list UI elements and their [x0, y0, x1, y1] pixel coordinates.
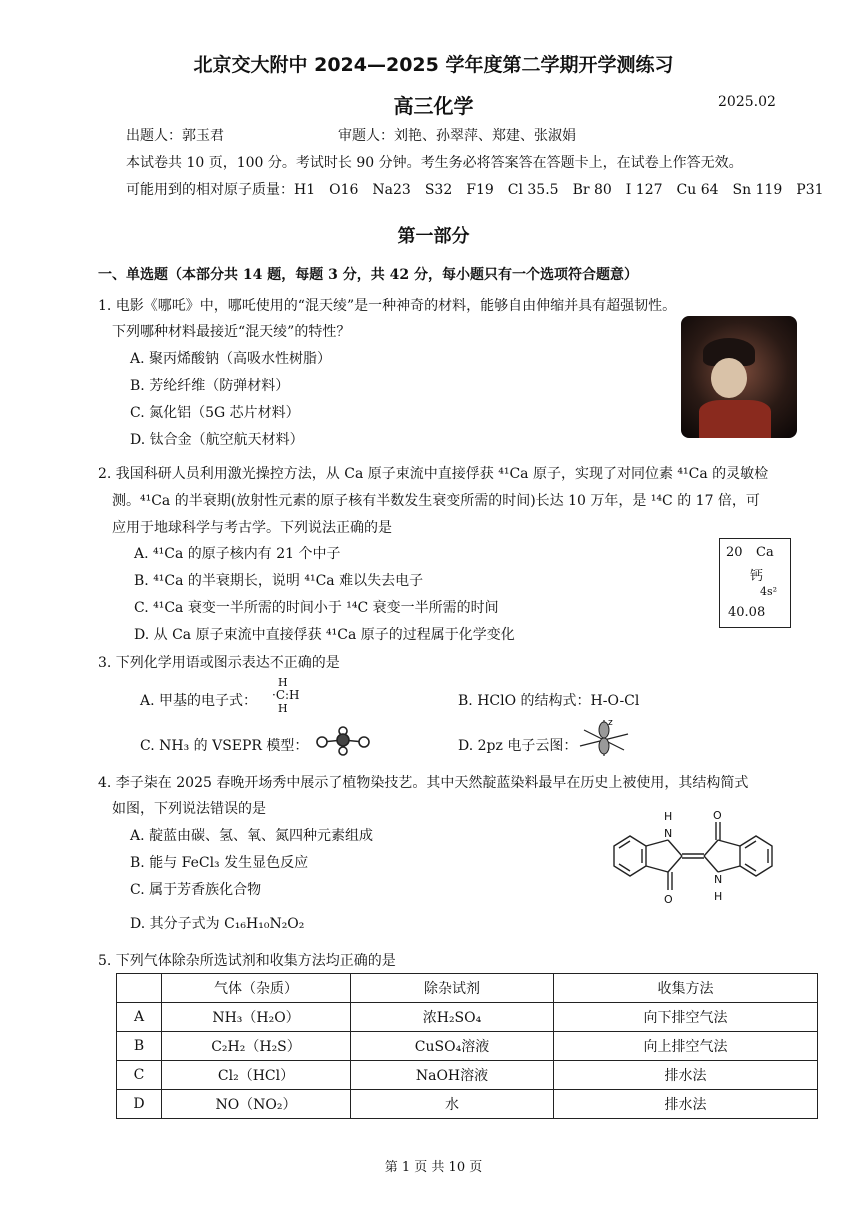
- indigo-structure-diagram: [600, 806, 790, 910]
- q4-line1: 4. 李子柒在 2025 春晚开场秀中展示了植物染技艺。其中天然靛蓝染料最早在历史上被使用，其结构简式: [98, 775, 749, 791]
- table-header-cell: 气体（杂质）: [162, 974, 351, 1003]
- table-cell: 水: [351, 1090, 554, 1119]
- q1-stem2: 下列哪种材料最接近“混天绫”的特性？: [112, 324, 351, 340]
- exam-subtitle: 高三化学: [393, 94, 474, 118]
- calcium-element-card: [719, 538, 791, 628]
- element-symbol: Ca: [756, 545, 774, 560]
- indigo-h-left: H: [664, 810, 673, 823]
- section-title: 一、单选题（本部分共 14 题，每题 3 分，共 42 分，每小题只有一个选项符合题意）: [98, 267, 638, 283]
- q1-option-a: A. 聚丙烯酸钠（高吸水性树脂）: [130, 351, 332, 367]
- element-number: 20: [726, 545, 743, 560]
- methyl-h-top: H: [278, 676, 288, 689]
- table-cell: 向上排空气法: [554, 1032, 818, 1061]
- q4-option-c: C. 属于芳香族化合物: [130, 882, 262, 898]
- table-row: [117, 1061, 818, 1090]
- part-title: 第一部分: [397, 226, 470, 247]
- methyl-center: ·C:H: [272, 688, 300, 702]
- indigo-o-right: O: [713, 809, 722, 822]
- table-cell: NaOH溶液: [351, 1061, 554, 1090]
- table-cell: CuSO₄溶液: [351, 1032, 554, 1061]
- gas-purification-table: [116, 973, 818, 1119]
- table-cell: D: [117, 1090, 162, 1119]
- photo-body: [699, 400, 771, 438]
- q1-stem: 1. 电影《哪吒》中，哪吒使用的“混天绫”是一种神奇的材料，能够自由伸缩并具有超强韧性。: [98, 298, 677, 314]
- table-cell: A: [117, 1003, 162, 1032]
- table-cell: C: [117, 1061, 162, 1090]
- q3-option-c: C. NH₃ 的 VSEPR 模型：: [140, 738, 309, 754]
- table-cell: 浓H₂SO₄: [351, 1003, 554, 1032]
- indigo-n-left: N: [664, 827, 673, 840]
- q2-option-a: A. ⁴¹Ca 的原子核内有 21 个中子: [134, 546, 341, 562]
- table-cell: Cl₂（HCl）: [162, 1061, 351, 1090]
- q1-option-d: D. 钛合金（航空航天材料）: [130, 432, 304, 448]
- q1-option-b: B. 芳纶纤维（防弹材料）: [130, 378, 290, 394]
- q5-stem: 5. 下列气体除杂所选试剂和收集方法均正确的是: [98, 953, 396, 969]
- q2-line3: 应用于地球科学与考古学。下列说法正确的是: [112, 520, 392, 536]
- table-cell: NH₃（H₂O）: [162, 1003, 351, 1032]
- element-name: 钙: [750, 569, 764, 584]
- table-header-cell: 除杂试剂: [351, 974, 554, 1003]
- q1-option-c: C. 氮化铝（5G 芯片材料）: [130, 405, 300, 421]
- table-row: [117, 1090, 818, 1119]
- q2-line1: 2. 我国科研人员利用激光操控方法，从 Ca 原子束流中直接俘获 ⁴¹Ca 原子，实现了对同位素 ⁴¹Ca 的灵敏检: [98, 466, 769, 482]
- element-mass: 40.08: [728, 605, 766, 620]
- q4-line2: 如图，下列说法错误的是: [112, 801, 266, 817]
- exam-title: 北京交大附中 2024—2025 学年度第二学期开学测练习: [193, 54, 674, 76]
- q3-option-d: D. 2pz 电子云图：: [458, 738, 578, 754]
- q2-line2: 测。⁴¹Ca 的半衰期(放射性元素的原子核有半数发生衰变所需的时间)长达 10 万年，是 ¹⁴C 的 17 倍，可: [112, 493, 760, 509]
- page-footer: 第 1 页 共 10 页: [384, 1160, 483, 1175]
- author-line: 出题人：郭玉君: [126, 128, 224, 144]
- q3-option-a: A. 甲基的电子式：: [140, 693, 258, 709]
- table-row: [117, 1032, 818, 1061]
- table-header-cell: [117, 974, 162, 1003]
- element-config: 4s²: [760, 585, 778, 598]
- table-cell: NO（NO₂）: [162, 1090, 351, 1119]
- table-cell: C₂H₂（H₂S）: [162, 1032, 351, 1061]
- photo-face: [711, 358, 747, 398]
- q3-option-b: B. HClO 的结构式：H-O-Cl: [458, 693, 640, 709]
- q2-option-b: B. ⁴¹Ca 的半衰期长，说明 ⁴¹Ca 难以失去电子: [134, 573, 424, 589]
- table-cell: 排水法: [554, 1090, 818, 1119]
- table-cell: B: [117, 1032, 162, 1061]
- methyl-h-bottom: H: [278, 702, 288, 715]
- table-row: [117, 1003, 818, 1032]
- 2pz-orbital-icon: [574, 716, 634, 760]
- q2-option-c: C. ⁴¹Ca 衰变一半所需的时间小于 ¹⁴C 衰变一半所需的时间: [134, 600, 499, 616]
- orbital-z-label: z: [608, 718, 613, 728]
- indigo-o-left: O: [664, 893, 673, 906]
- table-header-row: [117, 974, 818, 1003]
- q4-option-d: D. 其分子式为 C₁₆H₁₀N₂O₂: [130, 916, 305, 932]
- atomic-masses: 可能用到的相对原子质量：H1 O16 Na23 S32 F19 Cl 35.5 Br 80 I 127 Cu 64 Sn 119 P31: [126, 182, 824, 198]
- q4-option-a: A. 靛蓝由碳、氢、氧、氮四种元素组成: [130, 828, 374, 844]
- vsepr-model-icon: [314, 726, 372, 756]
- indigo-n-right: N: [714, 873, 723, 886]
- reviewer-line: 审题人：刘艳、孙翠萍、郑建、张淑娟: [338, 128, 576, 144]
- q4-option-b: B. 能与 FeCl₃ 发生显色反应: [130, 855, 309, 871]
- table-cell: 向下排空气法: [554, 1003, 818, 1032]
- nezha-photo: [681, 316, 797, 438]
- q2-option-d: D. 从 Ca 原子束流中直接俘获 ⁴¹Ca 原子的过程属于化学变化: [134, 627, 515, 643]
- exam-date: 2025.02: [718, 94, 776, 110]
- indigo-h-right: H: [714, 890, 723, 903]
- instructions: 本试卷共 10 页，100 分。考试时长 90 分钟。考生务必将答案答在答题卡上，在试卷上作答无效。: [126, 155, 743, 171]
- table-header-cell: 收集方法: [554, 974, 818, 1003]
- table-cell: 排水法: [554, 1061, 818, 1090]
- q3-stem: 3. 下列化学用语或图示表达不正确的是: [98, 655, 340, 671]
